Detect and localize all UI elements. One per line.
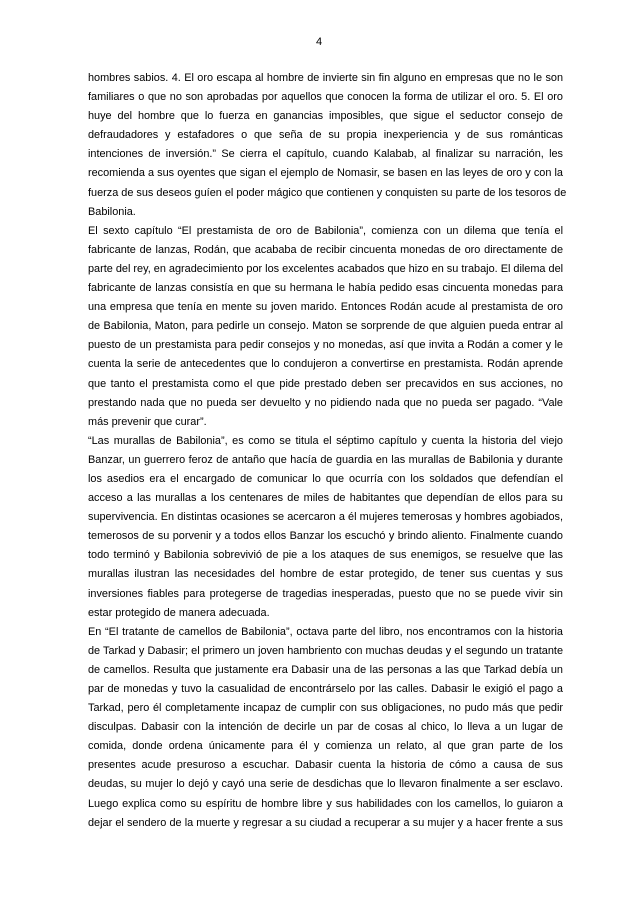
text-line: hombres sabios. 4. El oro escapa al hombre de invierte sin fin alguno en empresas que no le son	[88, 72, 563, 84]
text-line: comida, donde ordena únicamente para él y comienza un relato, al que gran parte de los	[88, 740, 563, 753]
text-line: de camellos. Resulta que justamente era Dabasir una de las personas a las que Tarkad debía un	[88, 663, 563, 676]
paragraph	[88, 623, 563, 833]
text-line: Babilonia.	[88, 205, 136, 218]
text-line: par de monedas y tuvo la casualidad de encontrárselo por las calles. Dabasir le exigió el pago a	[88, 683, 563, 695]
text-line: dejar el sendero de la muerte y regresar a su ciudad a recuperar a su mujer y a hacer frente a sus	[88, 816, 563, 829]
text-line: los asedios era el encargado de comunicar lo que ocurría con los soldados que defendían el	[88, 472, 563, 485]
text-line: fuerza de sus deseos guíen el poder mágico que contienen y conquisten su parte de los tesoros de	[88, 186, 567, 199]
text-line: disculpas. Dabasir con la intención de decirle un par de cosas al chico, lo lleva a un lugar de	[88, 721, 563, 734]
text-line: Banzar, un guerrero feroz de antaño que hacía de guardia en las murallas de Babilonia y durante	[88, 453, 563, 466]
text-line: de Tarkad y Dabasir; el primero un joven hambriento con muchas deudas y el segundo un tratante	[88, 644, 563, 657]
text-line: fabricante de lanzas, Rodán, que acababa de recibir cincuenta monedas de oro directamente de	[88, 243, 563, 256]
text-line: una empresa que tenía en mente su joven marido. Entonces Rodán acude al prestamista de oro	[88, 301, 563, 314]
text-line: deudas, su mujer lo dejó y cayó una serie de desdichas que lo llevaron finalmente a ser esclavo.	[88, 778, 563, 791]
text-line: recomienda a sus oyentes que sigan el ejemplo de Nomasir, se basen en las leyes de oro y con la	[88, 167, 563, 180]
text-line: presentes acude presuroso a escuchar. Dabasir cuenta la historia de cómo a causa de sus	[88, 759, 563, 772]
text-line: acceso a las murallas a los centenares de miles de habitantes que dependían de ellos para su	[88, 492, 563, 505]
text-line: más prevenir que curar”.	[88, 415, 207, 428]
page-number: 4	[315, 36, 323, 48]
text-line: En “El tratante de camellos de Babilonia”, octava parte del libro, nos encontramos con la historia	[88, 625, 563, 638]
text-line: “Las murallas de Babilonia”, es como se titula el séptimo capítulo y cuenta la historia del viejo	[88, 434, 563, 447]
text-line: supervivencia. En distintas ocasiones se acercaron a él mujeres temerosas y hombres agobiados,	[88, 511, 563, 524]
text-line: huye del hombre que lo fuerza en ganancias imposibles, que sigue el seductor consejo de	[88, 110, 563, 123]
text-line: Tarkad, pero él completamente incapaz de cumplir con sus obligaciones, no pudo más que pedir	[88, 702, 563, 715]
text-line: cuenta la serie de antecedentes que lo condujeron a convertirse en prestamista. Rodán aprende	[88, 358, 563, 371]
text-line: puesto de un prestamista para pedir consejos y no monedas, así que invita a Rodán a comer y le	[88, 339, 563, 352]
text-line: intenciones de inversión.” Se cierra el capítulo, cuando Kalabab, al finalizar su narración, les	[88, 148, 563, 161]
body-text	[88, 69, 567, 833]
text-line: El sexto capítulo “El prestamista de oro de Babilonia”, comienza con un dilema que tenía el	[88, 224, 563, 237]
text-line: todo terminó y Babilonia sobrevivió de pie a los ataques de sus enemigos, se resuelve que las	[88, 549, 563, 562]
text-line: que tanto el prestamista como el que pide prestado deben ser precavidos en sus acciones, no	[88, 377, 563, 390]
text-line: parte del rey, en agradecimiento por los excelentes acabados que hizo en su trabajo. El dilema del	[88, 262, 564, 275]
text-line: Luego explica como su espíritu de hombre libre y sus habilidades con los camellos, lo guiaron a	[88, 797, 563, 810]
paragraph	[88, 69, 567, 222]
paragraph	[88, 432, 563, 623]
text-line: de Babilonia, Maton, para pedirle un consejo. Maton se sorprende de que alguien pueda entrar al	[88, 320, 563, 333]
text-line: defraudadores y estafadores o que seña de su propia inexperiencia y de sus románticas	[88, 129, 563, 142]
paragraph	[88, 222, 563, 432]
text-line: estar protegido de manera adecuada.	[88, 606, 270, 619]
text-line: temerosos de su porvenir y a todos ellos Banzar los escuchó y brindo aliento. Finalmente cuando	[88, 530, 563, 543]
text-line: prestando nada que no pueda ser devuelto y no pidiendo nada que no pueda ser pagado. “Vale	[88, 396, 563, 409]
text-line: murallas ilustran las necesidades del hombre de estar protegido, de tener sus cuentas y sus	[88, 568, 563, 581]
text-line: fabricante de lanzas consistía en que su hermana le había pedido esas cincuenta monedas para	[88, 282, 563, 295]
text-line: inversiones fiables para protegerse de tragedias inesperadas, puesto que no se puede vivir sin	[88, 587, 563, 600]
text-line: familiares o que no son aprobadas por aquellos que conocen la forma de utilizar el oro. 5. El oro	[88, 91, 563, 104]
